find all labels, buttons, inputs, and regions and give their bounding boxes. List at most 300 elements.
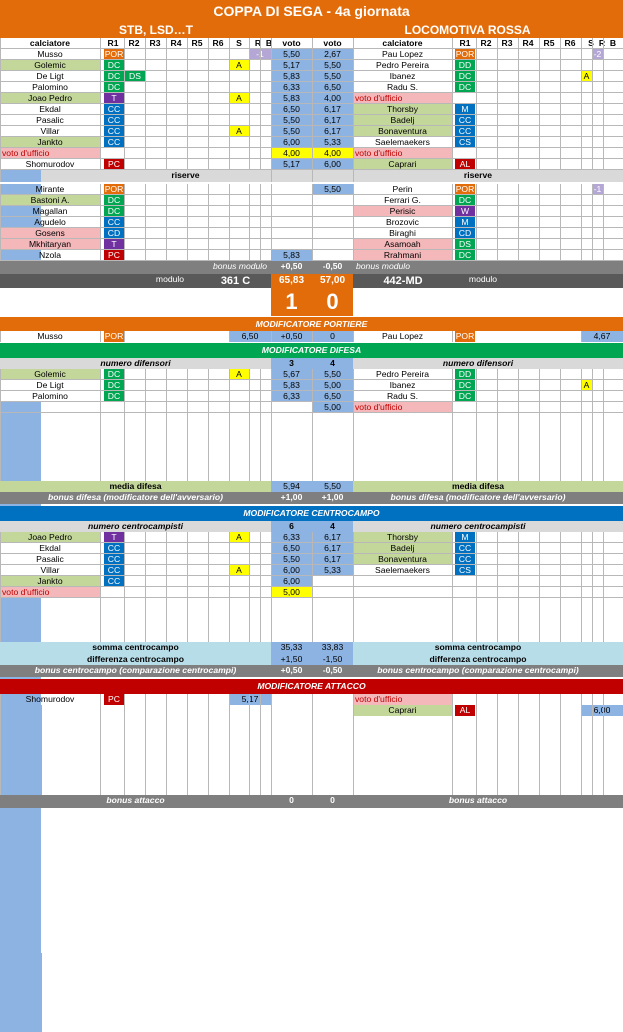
column-header-row: [0, 38, 623, 49]
defenders-count-row: [0, 358, 623, 369]
attack-vote: 6,00: [581, 705, 623, 716]
title-bar: [0, 0, 623, 22]
bonus-modulo-label: bonus modulo: [213, 261, 267, 271]
role-badge: POR: [455, 49, 475, 59]
player-row: [0, 587, 623, 598]
away-vote: 6,17: [312, 532, 353, 543]
somma-label: somma centrocampo: [92, 642, 179, 652]
player-name: Villar: [40, 565, 60, 575]
home-reserves-label: riserve: [171, 170, 200, 180]
bonus-modulo-row: [0, 261, 623, 274]
away-vote: 6,50: [312, 391, 353, 402]
home-col-header: R: [254, 38, 262, 48]
somma-label: somma centrocampo: [434, 642, 522, 652]
player-name: Shomurodov: [25, 159, 75, 169]
away-vote: 5,50: [312, 71, 353, 82]
away-vote: 5,50: [312, 369, 353, 380]
player-name: Thorsby: [353, 104, 452, 115]
home-vote: 5,17: [271, 159, 312, 170]
media-label: media difesa: [109, 481, 162, 491]
player-row: [0, 391, 623, 402]
away-total: 57,00: [312, 274, 353, 288]
role-badge: CC: [104, 217, 124, 228]
player-name: Brozovic: [386, 217, 419, 227]
attack-empty-area: [0, 716, 623, 795]
modulo-label: modulo: [468, 274, 498, 284]
defense-empty-area: [0, 413, 623, 481]
player-name: Golemic: [0, 369, 100, 380]
role-badge: PC: [104, 250, 124, 261]
player-name: Ekdal: [39, 104, 61, 114]
role-badge: DC: [455, 380, 475, 391]
home-vote: 6,50: [271, 543, 312, 554]
bonus-modulo-label: bonus modulo: [356, 261, 410, 271]
player-row: [0, 576, 623, 587]
away-vote: 5,33: [312, 565, 353, 576]
role-badge: T: [104, 93, 124, 104]
home-col-header: R3: [149, 38, 161, 48]
bonus-malus: -1: [593, 184, 602, 194]
away-vote: 2,67: [312, 49, 353, 60]
role-badge: PC: [104, 159, 124, 170]
away-col-header: R3: [501, 38, 513, 48]
player-name: Pau Lopez: [381, 49, 424, 59]
player-name: Bonaventura: [353, 554, 452, 565]
player-row: [0, 104, 623, 115]
section-title: MODIFICATORE PORTIERE: [255, 319, 368, 329]
role-badge: CC: [104, 104, 124, 115]
player-name: Ibanez: [389, 71, 416, 81]
role-badge: CD: [104, 228, 124, 239]
away-vote: 6,17: [312, 115, 353, 126]
away-modulo: 442-MD: [383, 275, 423, 287]
away-team-name: LOCOMOTIVA ROSSA: [404, 23, 531, 37]
player-name: Radu S.: [386, 82, 419, 92]
player-name: De Ligt: [36, 380, 64, 390]
player-name: Palomino: [32, 391, 68, 401]
role-badge: POR: [455, 331, 475, 341]
amonizione-badge: A: [229, 369, 249, 380]
role-badge: DC: [455, 195, 475, 206]
player-name: Ferrari G.: [384, 195, 421, 205]
bonus-label: bonus attacco: [448, 795, 508, 805]
away-player-header: calciatore: [382, 38, 423, 48]
home-vote: 6,50: [271, 104, 312, 115]
role-badge: DC: [104, 391, 124, 402]
vote-strip: [0, 413, 41, 481]
player-name: Rrahmani: [353, 250, 452, 261]
home-vote: 5,50: [271, 49, 312, 60]
count-label: numero difensori: [442, 358, 514, 368]
player-row: [0, 380, 623, 391]
differenza-centrocampo-row: [0, 654, 623, 665]
section-title-bar: [0, 317, 623, 331]
player-name: Saelemaekers: [375, 137, 430, 147]
player-name: Asamoah: [353, 239, 452, 250]
player-name: Pasalic: [36, 115, 64, 125]
away-bonus: 0: [330, 795, 335, 805]
player-name: Villar: [40, 126, 60, 136]
diff-label: differenza centrocampo: [87, 654, 184, 664]
home-vote: 5,83: [271, 380, 312, 391]
home-vote: 5,50: [271, 554, 312, 565]
role-badge: POR: [104, 331, 124, 341]
role-badge: POR: [104, 184, 124, 194]
role-badge: CC: [104, 565, 124, 576]
vote-strip: [0, 716, 42, 795]
player-name: Mkhitaryan: [0, 239, 100, 250]
away-col-header: R: [598, 38, 606, 48]
player-name: Badelj: [353, 543, 452, 554]
away-col-header: B: [609, 38, 617, 48]
away-col-header: R4: [522, 38, 534, 48]
away-col-header: R5: [543, 38, 555, 48]
role-badge: CC: [104, 576, 124, 587]
role-badge: CS: [455, 137, 475, 148]
bonus-label: bonus attacco: [106, 795, 165, 805]
player-name: Musso: [37, 331, 63, 341]
gk-vote: 4,67: [581, 331, 623, 342]
count-label: numero centrocampisti: [430, 521, 526, 531]
team-names-bar: [0, 22, 623, 38]
away-score: 0: [312, 288, 353, 316]
attack-row: [0, 705, 623, 716]
away-vote: 6,17: [312, 543, 353, 554]
bonus-label: bonus difesa (modificatore dell'avversario): [48, 492, 223, 502]
player-row: [0, 60, 623, 71]
player-row: [0, 239, 623, 250]
away-col-header: R1: [459, 38, 471, 48]
home-count: 3: [271, 358, 312, 369]
score-row: [0, 288, 623, 316]
player-name: Shomurodov: [25, 694, 75, 704]
away-vote: 6,50: [312, 82, 353, 93]
amonizione-badge: A: [581, 71, 592, 82]
modulo-label: modulo: [155, 274, 185, 284]
home-media: 5,94: [271, 481, 312, 492]
away-somma: 33,83: [312, 642, 353, 654]
home-col-header: B: [265, 38, 273, 48]
section-title: MODIFICATORE DIFESA: [261, 345, 362, 355]
home-vote: 5,83: [271, 93, 312, 104]
role-badge: DS: [125, 71, 145, 82]
away-count: 4: [312, 521, 353, 532]
role-badge: CC: [104, 115, 124, 126]
role-badge: CC: [455, 554, 475, 565]
role-badge: T: [104, 239, 124, 250]
player-name: Pedro Pereira: [375, 60, 430, 70]
away-bonus-modulo: -0,50: [322, 261, 343, 271]
away-count: 4: [312, 358, 353, 369]
player-name: Biraghi: [389, 228, 416, 238]
voto-ufficio-label: voto d'ufficio: [0, 148, 100, 159]
player-row: [0, 159, 623, 170]
away-vote-header: voto: [323, 38, 342, 48]
media-label: media difesa: [451, 481, 505, 491]
role-badge: T: [104, 532, 124, 543]
player-row: [0, 184, 623, 195]
role-badge: CC: [104, 554, 124, 565]
away-vote: 6,00: [312, 159, 353, 170]
player-row: [0, 115, 623, 126]
player-row: [0, 137, 623, 148]
vote-strip: [0, 598, 41, 642]
away-vote: 4,00: [312, 148, 353, 159]
player-row: [0, 402, 623, 413]
role-badge: POR: [455, 184, 475, 194]
player-row: [0, 554, 623, 565]
role-badge: DC: [104, 71, 124, 82]
voto-ufficio-label: voto d'ufficio: [0, 587, 100, 598]
role-badge: M: [455, 532, 475, 543]
home-col-header: R4: [170, 38, 182, 48]
voto-ufficio-label: voto d'ufficio: [353, 694, 452, 705]
home-vote: 5,50: [271, 115, 312, 126]
role-badge: DS: [455, 239, 475, 250]
role-badge: DC: [104, 206, 124, 217]
section-title-bar: [0, 679, 623, 694]
section-title: MODIFICATORE ATTACCO: [257, 681, 366, 691]
player-name: De Ligt: [36, 71, 64, 81]
gk-vote: 6,50: [229, 331, 271, 342]
player-name: Ekdal: [39, 543, 61, 553]
count-label: numero difensori: [100, 358, 171, 368]
reserves-header: [0, 170, 623, 182]
home-col-header: R5: [191, 38, 203, 48]
role-badge: M: [455, 217, 475, 228]
player-name: Perin: [392, 184, 413, 194]
role-badge: DD: [455, 60, 475, 71]
role-badge: CC: [104, 543, 124, 554]
player-row: [0, 217, 623, 228]
role-badge: DC: [104, 380, 124, 391]
section-title-bar: [0, 343, 623, 358]
player-row: [0, 565, 623, 576]
amonizione-badge: A: [229, 565, 249, 576]
player-row: [0, 250, 623, 261]
player-name: Joao Pedro: [0, 532, 100, 543]
away-vote: 5,50: [312, 184, 353, 195]
home-bonus-modulo: +0,50: [280, 261, 303, 271]
player-row: [0, 543, 623, 554]
player-row: [0, 228, 623, 239]
player-name: Pedro Pereira: [375, 369, 430, 379]
player-name: Perisic: [353, 206, 452, 217]
role-badge: AL: [455, 159, 475, 170]
home-player-header: calciatore: [29, 38, 71, 48]
player-name: Radu S.: [386, 391, 419, 401]
away-diff: -1,50: [312, 654, 353, 665]
away-reserves-label: riserve: [463, 170, 493, 180]
role-badge: CC: [455, 543, 475, 554]
player-row: [0, 369, 623, 380]
away-vote: 5,50: [312, 60, 353, 71]
player-name: Bastoni A.: [0, 195, 100, 206]
away-media: 5,50: [312, 481, 353, 492]
vote-strip: [0, 953, 42, 1032]
role-badge: DC: [455, 71, 475, 82]
player-name: Joao Pedro: [0, 93, 100, 104]
player-name: Musso: [37, 49, 63, 59]
home-vote: 4,00: [271, 148, 312, 159]
role-badge: DC: [104, 369, 124, 380]
attack-row: [0, 694, 623, 705]
home-vote: 5,50: [271, 126, 312, 137]
player-row: [0, 49, 623, 60]
bonus-malus: -1: [249, 49, 271, 60]
role-badge: POR: [104, 49, 124, 59]
amonizione-badge: A: [229, 93, 249, 104]
goalkeeper-modifier-row: [0, 331, 623, 342]
bonus-attacco-row: [0, 795, 623, 808]
voto-ufficio-label: voto d'ufficio: [353, 148, 452, 159]
home-col-header: R2: [128, 38, 140, 48]
role-badge: DC: [104, 60, 124, 71]
role-badge: PC: [104, 694, 124, 705]
home-vote: 6,33: [271, 532, 312, 543]
vote-strip: [0, 874, 41, 953]
player-name: Palomino: [32, 82, 68, 92]
bonus-label: bonus centrocampo (comparazione centrocampi): [34, 665, 237, 675]
player-name: Ibanez: [389, 380, 416, 390]
home-score: 1: [271, 288, 312, 316]
vote-strip: [0, 170, 41, 182]
amonizione-badge: A: [229, 532, 249, 543]
section-title-bar: [0, 506, 623, 521]
amonizione-badge: A: [229, 60, 249, 71]
player-name: Pasalic: [36, 554, 64, 564]
home-team-name: STB, LSD…T: [119, 23, 193, 37]
home-vote: 6,00: [271, 576, 312, 587]
away-vote: 4,00: [312, 93, 353, 104]
section-title: MODIFICATORE CENTROCAMPO: [243, 508, 380, 518]
home-vote: 6,00: [271, 565, 312, 576]
player-name: Mirante: [35, 184, 65, 194]
player-name: Jankto: [0, 137, 100, 148]
modulo-row: [0, 274, 623, 288]
role-badge: CC: [455, 115, 475, 126]
player-name: Caprari: [353, 705, 452, 716]
role-badge: W: [455, 206, 475, 217]
home-vote: 6,00: [271, 137, 312, 148]
home-vote: 5,17: [271, 60, 312, 71]
home-somma: 35,33: [271, 642, 312, 654]
amonizione-badge: A: [229, 126, 249, 137]
home-vote: 5,83: [271, 250, 312, 261]
player-name: Magallan: [32, 206, 68, 216]
role-badge: DC: [104, 82, 124, 93]
player-name: Gosens: [0, 228, 100, 239]
away-vote: 5,00: [312, 380, 353, 391]
player-row: [0, 195, 623, 206]
role-badge: CC: [104, 126, 124, 137]
player-name: Saelemaekers: [375, 565, 430, 575]
player-name: Caprari: [353, 159, 452, 170]
home-bonus: +1,00: [280, 492, 303, 502]
home-bonus: +0,50: [280, 665, 303, 675]
away-bonus: +1,00: [321, 492, 344, 502]
page-title: COPPA DI SEGA - 4a giornata: [213, 3, 410, 19]
bonus-centrocampo-row: [0, 665, 623, 677]
role-badge: DC: [455, 391, 475, 402]
home-count: 6: [271, 521, 312, 532]
away-vote: 6,17: [312, 104, 353, 115]
vote-strip: [0, 705, 42, 716]
bonus-malus: -2: [593, 49, 602, 59]
player-row: [0, 93, 623, 104]
home-vote: 5,00: [271, 587, 312, 598]
somma-centrocampo-row: [0, 642, 623, 654]
player-name: Agudelo: [34, 217, 66, 227]
away-bonus: -0,50: [322, 665, 343, 675]
player-name: Pau Lopez: [381, 331, 424, 341]
home-vote: 6,33: [271, 82, 312, 93]
home-col-header: R1: [107, 38, 119, 48]
media-difesa-row: [0, 481, 623, 492]
away-vote: 6,17: [312, 126, 353, 137]
player-row: [0, 206, 623, 217]
player-name: Badelj: [353, 115, 452, 126]
home-bonus: 0: [289, 795, 294, 805]
role-badge: DD: [455, 369, 475, 380]
home-diff: +1,50: [271, 654, 312, 665]
midfielders-count-row: [0, 521, 623, 532]
player-name: Nzola: [39, 250, 61, 260]
home-col-header: R6: [212, 38, 224, 48]
voto-ufficio-label: voto d'ufficio: [353, 93, 452, 104]
role-badge: AL: [455, 705, 475, 716]
player-row: [0, 82, 623, 93]
bonus-difesa-row: [0, 492, 623, 504]
amonizione-badge: A: [581, 380, 592, 391]
midfield-empty-area: [0, 598, 623, 642]
role-badge: DC: [455, 250, 475, 261]
away-vote: 5,00: [312, 402, 353, 413]
role-badge: CS: [455, 565, 475, 576]
away-vote: 5,33: [312, 137, 353, 148]
home-gk-bonus: +0,50: [271, 331, 312, 342]
player-row: [0, 126, 623, 137]
player-name: Golemic: [0, 60, 100, 71]
player-name: Thorsby: [353, 532, 452, 543]
voto-ufficio-label: voto d'ufficio: [353, 402, 452, 413]
home-modulo: 361 C: [220, 275, 251, 287]
home-vote: 5,83: [271, 71, 312, 82]
player-row: [0, 532, 623, 543]
home-col-header: S: [236, 38, 242, 48]
role-badge: CC: [455, 126, 475, 137]
away-col-header: R2: [480, 38, 492, 48]
bonus-label: bonus centrocampo (comparazione centrocampi): [377, 665, 579, 675]
role-badge: CD: [455, 228, 475, 239]
role-badge: M: [455, 104, 475, 115]
attack-vote: 5,17: [229, 694, 271, 705]
away-vote: 6,17: [312, 554, 353, 565]
player-name: Jankto: [0, 576, 100, 587]
away-gk-bonus: 0: [312, 331, 353, 342]
home-vote-header: voto: [282, 38, 301, 48]
player-name: Bonaventura: [353, 126, 452, 137]
away-col-header: S: [588, 38, 594, 48]
home-total: 65,83: [271, 274, 312, 288]
role-badge: DC: [104, 195, 124, 206]
diff-label: differenza centrocampo: [429, 654, 527, 664]
away-col-header: R6: [564, 38, 576, 48]
home-vote: 6,33: [271, 391, 312, 402]
role-badge: DC: [455, 82, 475, 93]
home-vote: 5,67: [271, 369, 312, 380]
bonus-label: bonus difesa (modificatore dell'avversario): [390, 492, 566, 502]
